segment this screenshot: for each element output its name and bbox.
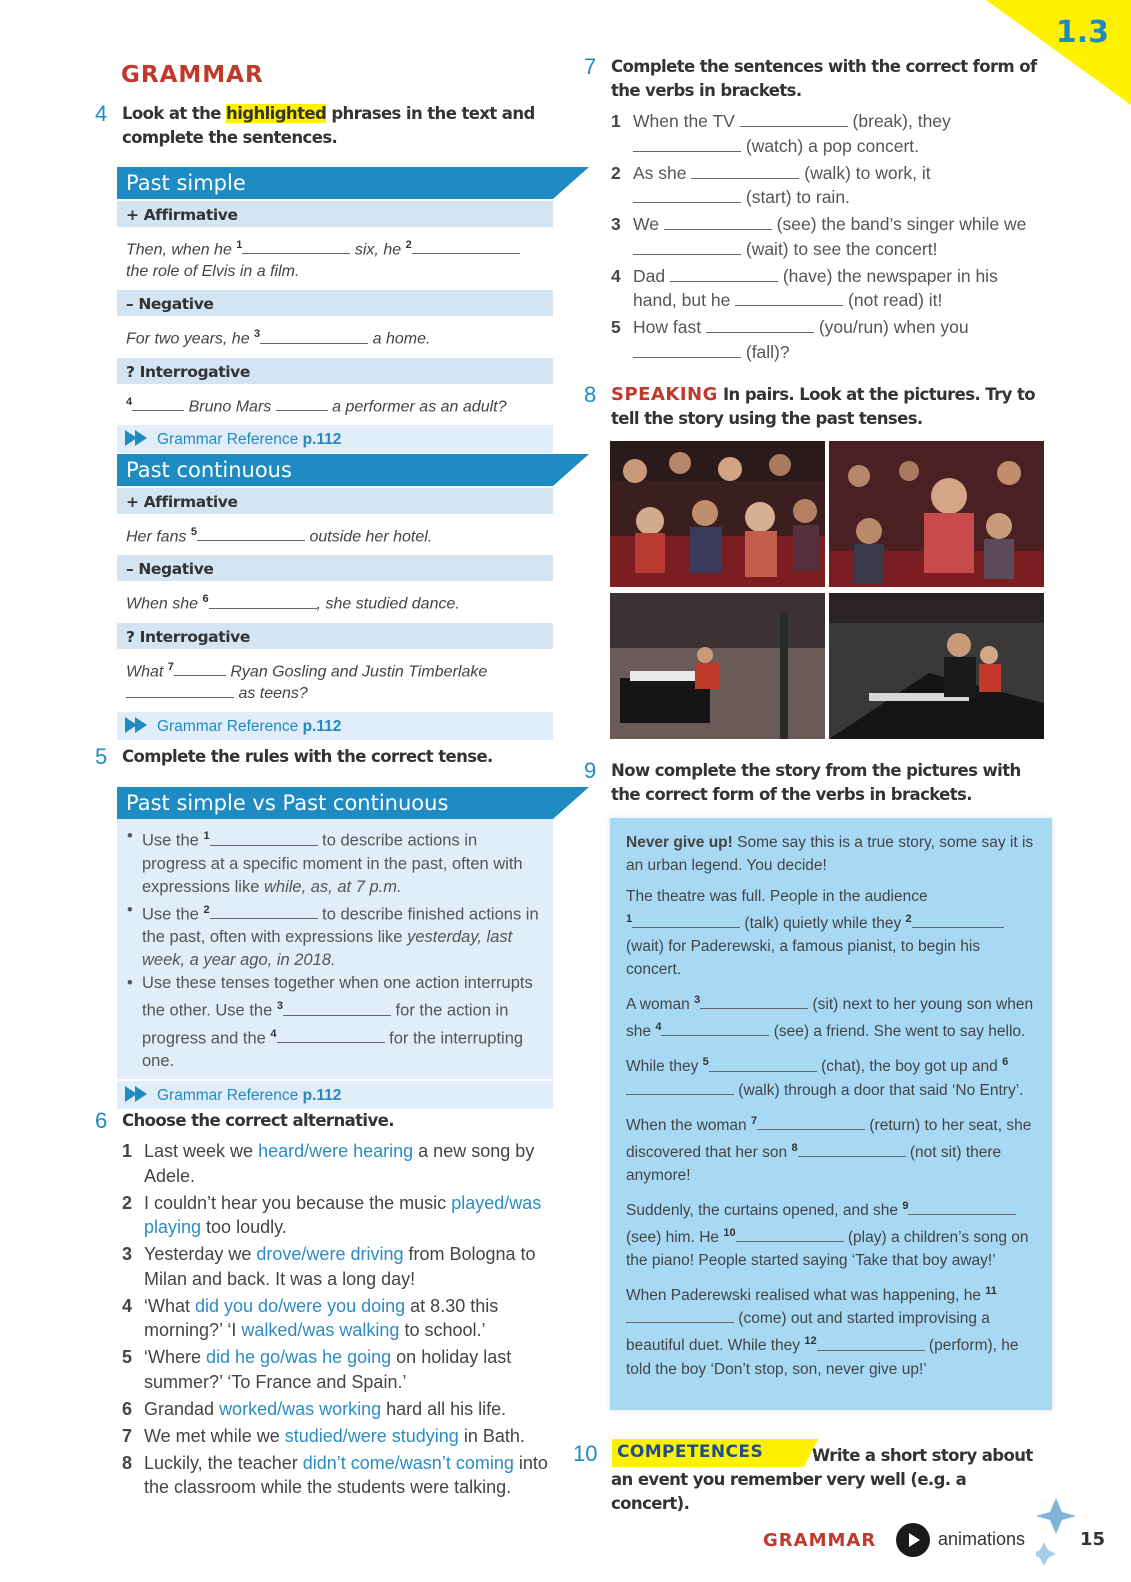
exercise-instruction: Choose the correct alternative. [122,1111,394,1130]
text: Bruno Mars [184,397,276,415]
blank-number: 8 [791,1141,798,1154]
blank[interactable] [277,1029,385,1043]
speaking-label: SPEAKING [611,384,718,405]
alternative-choice[interactable]: walked/was walking [241,1320,400,1340]
text: (have) the newspaper in his hand, but he [633,265,998,310]
blank-number: 7 [750,1114,758,1127]
grammar-reference-link[interactable] [117,423,553,453]
text: (not sit) there anymore! [626,1143,1002,1184]
text: too loudly. [201,1217,287,1237]
double-arrow-icon [125,1086,151,1102]
text: The theatre was full. People in the audience [626,888,928,905]
text: hard all his life. [381,1398,507,1419]
footer-grammar-label: GRAMMAR [763,1530,877,1551]
list-item [122,1242,562,1291]
blank[interactable] [242,240,350,254]
blank[interactable] [132,397,184,411]
text: (see) him. He [626,1229,724,1247]
text: to describe finished actions in the past, often with expressions like [142,905,539,946]
rules-list [117,819,553,1079]
text: Use the [142,905,204,923]
blank[interactable] [126,684,234,698]
list-item [611,315,1041,364]
box-title: Past simple [117,167,553,199]
text: (come) out and started improvising a beautiful duet. While they [626,1310,990,1355]
text: Ryan Gosling and Justin Timberlake [225,662,488,680]
item-number: 4 [122,1295,133,1316]
blank[interactable] [912,914,1004,928]
alternative-choice[interactable]: studied/were studying [284,1425,459,1446]
blank[interactable] [798,1143,906,1157]
text: the role of Elvis in a film. [126,263,300,281]
box-title: Past continuous [117,454,553,486]
negative-label: – Negative [117,288,553,316]
exercise-number: 5 [95,744,108,769]
blank[interactable] [664,216,772,230]
exercise-number: 10 [573,1441,598,1466]
story-box [610,818,1052,1410]
text: into the classroom while the students were talking. [144,1452,548,1497]
reference-label: Grammar Reference [157,1087,299,1104]
text: a home. [368,330,431,348]
text: (perform), he told the boy ‘Don’t stop, son, never give up!’ [626,1337,1019,1378]
blank[interactable] [626,1081,734,1095]
affirmative-label: + Affirmative [117,486,553,514]
blank[interactable] [661,1022,769,1036]
item-number: 2 [611,162,621,183]
blank[interactable] [633,189,741,203]
text: in Bath. [458,1425,525,1446]
blank[interactable] [283,1002,391,1016]
text: How fast [633,317,706,337]
story-paragraph [626,1195,1036,1272]
blank[interactable] [908,1201,1016,1215]
blank[interactable] [709,1058,817,1072]
item-number: 8 [122,1452,133,1473]
blank[interactable] [706,319,814,333]
blank[interactable] [633,241,741,255]
alternative-choice[interactable]: worked/was working [219,1398,382,1419]
exercise-number: 9 [584,758,597,783]
list-item [611,212,1041,261]
negative-label: – Negative [117,553,553,581]
exercise-number: 7 [584,54,597,79]
blank-number: 4 [655,1021,662,1034]
alternative-choice[interactable]: didn’t come/wasn’t coming [302,1452,514,1473]
exercise-instruction: Write a short story about an event you remember very well (e.g. a concert). [611,1446,1033,1513]
blank[interactable] [691,165,799,179]
blank[interactable] [260,330,368,344]
alternative-choice[interactable]: did he go/was he going [206,1347,392,1367]
blank-number: 2 [905,913,912,925]
affirmative-example [117,227,553,288]
blank[interactable] [633,138,741,152]
blank[interactable] [209,595,317,609]
text: outside her hotel. [305,528,433,546]
item-number: 1 [611,111,621,131]
exercise-instruction [122,102,542,150]
blank-number: 10 [723,1227,736,1240]
rule-item [126,972,544,1073]
blank[interactable] [197,527,305,541]
duet-picture [829,593,1044,739]
text: (walk) to work, it [799,162,931,183]
story-title: Never give up! [626,834,733,851]
text: What [126,662,168,680]
mother-picture [829,441,1044,587]
exercise-number: 8 [584,382,597,407]
text: (see) the band’s singer while we [771,214,1027,234]
affirmative-label: + Affirmative [117,199,553,227]
blank-number: 2 [405,239,412,251]
text: from Bologna to Milan and back. It was a long day! [144,1244,536,1289]
text: For two years, he [126,330,255,348]
item-number: 4 [611,265,621,286]
reference-label: Grammar Reference [157,717,299,735]
text: (see) a friend. She went to say hello. [769,1023,1026,1041]
blank-number: 11 [985,1285,997,1298]
text: (break), they [847,111,951,131]
list-item [611,161,1041,210]
text: Dad [633,265,670,286]
blank[interactable] [412,240,520,254]
blank-number: 1 [626,913,633,925]
text: , she studied dance. [316,595,460,613]
item-number: 1 [122,1141,133,1161]
exercise-6-list [122,1139,562,1502]
reference-label: Grammar Reference [157,430,299,448]
text: ‘What [144,1295,196,1316]
text: As she [633,162,692,183]
text: while, as, at 7 p.m. [263,877,402,896]
footer-animations-label[interactable]: animations [938,1529,1026,1549]
alternative-choice[interactable]: drove/were driving [256,1244,404,1264]
instruction-text: Look at the [122,104,227,123]
box-title: Past simple vs Past continuous [117,787,553,819]
text: (wait) for Paderewski, a famous pianist, to begin his concert. [626,938,981,979]
text: Last week we [144,1141,259,1161]
text: (return) to her seat, she discovered that her son [626,1116,1032,1161]
competences-label: COMPETENCES [617,1442,764,1462]
text: When the woman [626,1116,751,1134]
instruction-text: In pairs. Look at the pictures. Try to tell the story using the past tenses. [611,385,1036,428]
double-arrow-icon [125,430,151,446]
exercise-7-list [611,109,1041,367]
list-item [122,1451,562,1500]
blank-number: 7 [167,660,174,673]
text: six, he [350,241,406,259]
interrogative-example [117,649,553,710]
text: Use these tenses together when one action interrupts the other. Use the [142,974,533,1020]
highlighted-word: highlighted [226,104,327,123]
blank-number: 5 [702,1056,709,1069]
text: Her fans [126,528,191,546]
text: for the action in progress and the [142,1001,509,1047]
blank-number: 3 [694,994,701,1007]
item-number: 7 [122,1425,133,1446]
text: While they [626,1058,703,1076]
item-number: 2 [122,1192,133,1213]
grammar-reference-link[interactable] [117,710,553,740]
text: When Paderewski realised what was happening, he [626,1287,986,1305]
exercise-number: 4 [95,101,108,126]
blank-number: 1 [203,830,210,842]
story-paragraph [626,1051,1036,1101]
text: Use the [142,831,204,850]
past-simple-box [117,167,553,453]
rule-item [126,825,544,899]
alternative-choice[interactable]: heard/were hearing [258,1141,414,1161]
blank-number: 12 [804,1335,817,1348]
text: to school.’ [399,1320,486,1340]
blank[interactable] [276,397,328,411]
blank-number: 1 [236,239,243,251]
text: A woman [626,996,695,1014]
sparkle-icon [1036,1498,1076,1570]
exercise-instruction: Complete the rules with the correct tense. [122,747,493,766]
text: We [633,214,664,234]
reference-page: p.112 [302,717,342,735]
text: When she [126,595,203,613]
blank-number: 4 [270,1027,277,1040]
alternative-choice[interactable]: did you do/were you doing [195,1295,406,1316]
list-item [122,1139,562,1188]
text: on holiday last summer?’ ‘To France and Spain.’ [144,1347,512,1392]
blank-number: 5 [190,526,198,538]
negative-example [117,316,553,355]
list-item [611,109,1041,158]
section-heading: GRAMMAR [121,62,264,88]
double-arrow-icon [125,717,151,733]
list-item [611,264,1041,313]
grammar-reference-link[interactable] [117,1079,553,1109]
story-paragraph [626,989,1036,1043]
list-item [122,1397,562,1422]
list-item [122,1345,562,1394]
text: (wait) to see the concert! [741,238,938,259]
text: (walk) through a door that said ‘No Entry’. [734,1081,1024,1099]
exercise-instruction: Complete the sentences with the correct form of the verbs in brackets. [611,57,1037,100]
item-number: 5 [611,317,621,337]
text: as teens? [234,684,308,702]
past-continuous-box [117,454,553,740]
play-icon[interactable] [896,1523,930,1557]
blank-number: 2 [203,903,210,916]
blank-number: 4 [126,395,133,408]
blank[interactable] [757,1116,865,1130]
blank[interactable] [740,113,848,127]
text: yesterday, last week, a year ago, in 2018. [142,928,513,969]
list-item [122,1294,562,1343]
alternative-choice[interactable]: played/was playing [144,1192,542,1237]
text: a performer as an adult? [327,397,507,415]
story-pictures [610,441,1044,739]
blank[interactable] [632,914,740,928]
exercise-instruction: Now complete the story from the pictures with the correct form of the verbs in brackets. [611,761,1021,804]
item-number: 5 [122,1347,133,1367]
blank[interactable] [626,1309,734,1323]
story-paragraph [626,885,1036,981]
blank[interactable] [700,995,808,1009]
reference-page: p.112 [302,430,342,448]
text: to describe actions in progress at a specific moment in the past, often with expressions like [142,831,523,896]
blank-number: 9 [902,1199,909,1212]
blank[interactable] [210,832,318,846]
text: (start) to rain. [741,187,850,207]
text: We met while we [144,1425,285,1446]
blank[interactable] [736,1228,844,1242]
text: (not read) it! [843,290,943,310]
blank[interactable] [817,1337,925,1351]
text: Yesterday we [144,1244,257,1264]
text: I couldn’t hear you because the music [144,1192,452,1213]
text: Some say this is a true story, some say it is an urban legend. You decide! [626,834,1034,874]
negative-example [117,581,553,620]
text: Grandad [144,1398,220,1419]
interrogative-example [117,384,553,423]
blank-number: 3 [254,328,261,341]
story-paragraph [626,1280,1036,1380]
text: When the TV [633,111,740,131]
blank-number: 6 [1002,1056,1009,1069]
text: Suddenly, the curtains opened, and she [626,1202,903,1220]
item-number: 6 [122,1398,133,1419]
blank[interactable] [210,905,318,919]
text: for the interrupting one. [142,1029,524,1070]
item-number: 3 [122,1244,133,1264]
rules-box [117,787,553,1109]
text: (talk) quietly while they [740,915,906,933]
text: a new song by Adele. [144,1141,535,1186]
text: ‘Where [144,1347,207,1367]
story-intro [626,831,1036,877]
text: (play) a children’s song on the piano! People started saying ‘Take that boy away!’ [626,1229,1029,1270]
text: (chat), the boy got up and [816,1058,1003,1076]
reference-page: p.112 [302,1087,342,1104]
affirmative-example [117,514,553,553]
instruction-text: phrases in the text and complete the sentences. [122,104,535,147]
rule-item [126,899,544,973]
text: Then, when he [126,241,237,259]
item-number: 3 [611,214,621,234]
text: at 8.30 this morning?’ ‘I [144,1295,499,1340]
exercise-instruction [611,383,1041,431]
text: Luckily, the teacher [144,1452,303,1473]
list-item [122,1191,562,1240]
page-number: 15 [1080,1529,1106,1550]
unit-number: 1.3 [1055,15,1109,50]
blank-number: 6 [202,593,209,606]
exercise-number: 6 [95,1108,108,1133]
blank[interactable] [174,662,226,676]
blank[interactable] [670,268,778,282]
blank[interactable] [633,344,741,358]
text: (sit) next to her young son when she [626,996,1034,1041]
text: (you/run) when you [813,317,969,337]
blank-number: 3 [276,1000,283,1012]
interrogative-label: ? Interrogative [117,621,553,649]
interrogative-label: ? Interrogative [117,356,553,384]
text: (fall)? [741,341,790,362]
story-paragraph [626,1110,1036,1187]
list-item [122,1424,562,1449]
audience-picture [610,441,825,587]
blank[interactable] [735,292,843,306]
boy-at-piano-picture [610,593,825,739]
text: (watch) a pop concert. [741,135,919,156]
